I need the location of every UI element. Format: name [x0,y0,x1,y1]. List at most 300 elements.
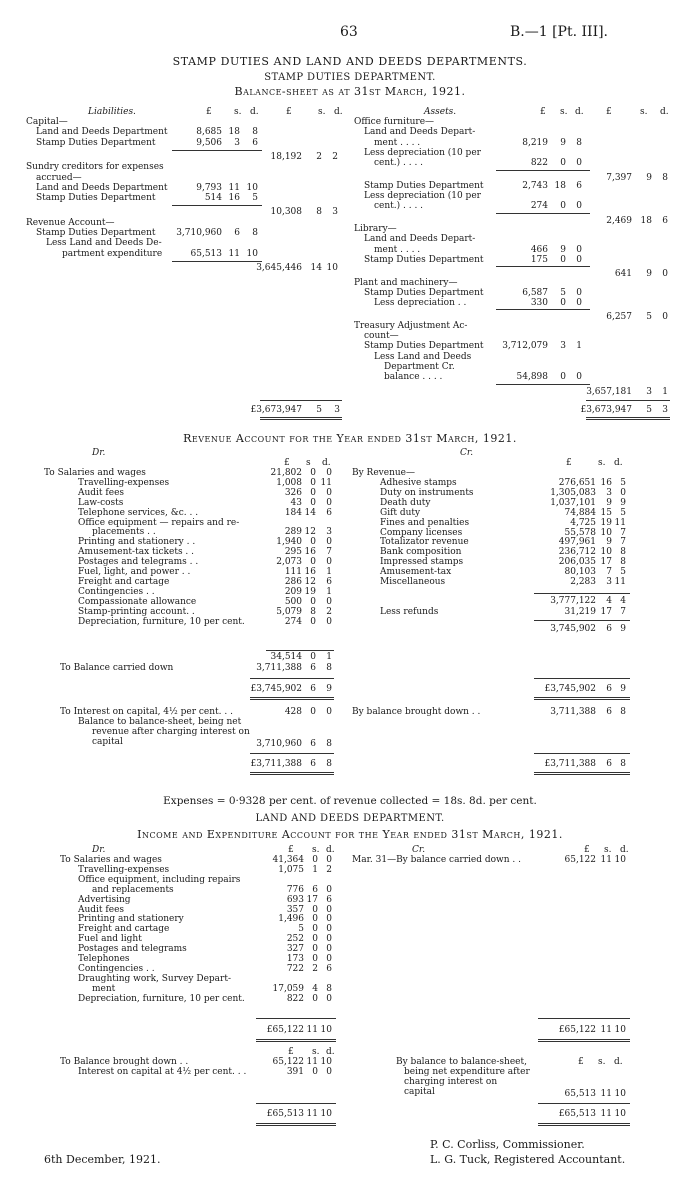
debit-amount-pounds: 693 [286,894,304,905]
asset-label: Less depreciation (10 per [364,147,481,158]
debit-amount-shillings: 0 [310,468,316,478]
debit-item: Printing and stationery [78,914,184,925]
interest-label: To Interest on capital, 4½ per cent. . . [60,707,233,717]
liability-amount-pence: 6 [252,137,258,148]
col-head: d. [614,1057,623,1067]
asset-amount-pounds: 6,587 [522,287,548,298]
credit-amount-shillings: 10 [600,547,612,558]
asset-total-pounds: 3,657,181 [586,386,632,397]
credit-amount-pence: 8 [620,547,626,558]
signature-accountant: L. G. Tuck, Registered Accountant. [430,1153,626,1166]
debit-item: placements . . [92,527,156,538]
asset-total-shillings: 5 [646,312,652,323]
debit-item: To Salaries and wages [44,468,146,478]
credit2-amount-pounds: 3,711,388 [550,707,596,717]
asset-amount-pounds: 3,712,079 [502,341,548,352]
debit-amount-pence: 0 [326,934,332,945]
debit-amount-pounds: 500 [284,596,302,607]
credit-item: Totalizator revenue [380,537,469,548]
liability-amount-shillings: 11 [228,182,240,193]
liability-amount-shillings: 3 [234,137,240,148]
credit-item: Duty on instruments [380,487,474,498]
liability-total-shillings: 14 [310,262,322,273]
asset-total-shillings: 9 [646,172,652,183]
double-rule [538,1123,630,1126]
col-head: d. [322,458,331,468]
debit-amount-pounds: 41,364 [272,855,304,865]
debit-amount-pounds: 289 [284,527,302,538]
col-head: s. [234,107,242,117]
col-head: £ [206,107,212,117]
liability-label: Stamp Duties Department [36,228,156,238]
debit2-total-pounds: £65,513 [266,1109,304,1119]
debit-amount-shillings: 0 [310,596,316,607]
liability-total-shillings: 2 [316,151,322,162]
debit-item: Compassionate allowance [78,596,197,607]
debit-item: Freight and cartage [78,576,170,587]
credit-amount-shillings: 11 [600,855,612,865]
credit-amount-pounds: 80,103 [564,567,596,578]
debit-balance-label: To Balance carried down [60,663,174,673]
credit2-total-pounds: £65,513 [558,1109,596,1119]
debit-amount-pounds: 722 [286,963,304,974]
liability-amount-pence: 5 [252,193,258,204]
credit-amount-pence: 11 [614,577,626,587]
asset-total-pounds: 641 [614,269,632,280]
credit-item: Bank composition [380,547,462,558]
debit-amount-shillings: 19 [304,586,316,597]
credit-item: Fines and penalties [380,517,470,528]
debit-amount-pounds: 252 [286,934,304,945]
col-head: s. [312,1047,320,1057]
credit-amount-shillings: 17 [600,557,612,568]
credit2-amount-shillings: 6 [606,707,612,717]
debit-amount-pounds: 274 [284,616,302,627]
asset-amount-shillings: 0 [560,201,566,212]
asset-amount-shillings: 0 [560,158,566,169]
credit-amount-shillings: 9 [606,497,612,508]
debit-amount-shillings: 0 [312,993,318,1004]
liability-amount-pounds: 514 [204,193,222,204]
debit-amount-pounds: 111 [284,567,302,577]
col-head: d. [326,1047,335,1057]
debit-amount-pence: 6 [326,963,332,974]
credit-amount-pounds: 74,884 [564,507,596,518]
credit2-label: being net expenditure after [404,1067,530,1077]
debit-amount-pence: 0 [326,537,332,548]
interest-amount-pence: 0 [326,707,332,717]
asset-label: Less depreciation (10 per [364,191,481,202]
asset-amount-pence: 0 [576,287,582,298]
liability-total-pence: 3 [332,207,338,218]
asset-label: balance . . . . [384,372,443,383]
credit-amount-pounds: 4,725 [570,517,596,528]
asset-total-pence: 6 [662,215,668,226]
credit-refunds-label: Less refunds [380,607,439,617]
asset-amount-pence: 0 [576,201,582,212]
liability-amount-pounds: 8,685 [196,127,222,138]
credit-amount-pounds: 206,035 [558,557,596,568]
asset-label: ment . . . . [374,137,421,148]
debit-item: Fuel, light, and power . . [78,567,191,577]
asset-total-pounds: 6,257 [606,312,632,323]
debit-amount-pounds: 5 [298,924,304,935]
debit-amount-shillings: 0 [312,914,318,925]
asset-total-shillings: 9 [646,269,652,280]
balance-amount-pounds: 3,710,960 [256,739,302,749]
credit-total-pounds: £65,122 [558,1025,596,1035]
debit-total-shillings: 6 [310,684,316,694]
debit-amount-shillings: 0 [312,934,318,945]
debit-item: Fuel and light [78,934,142,945]
col-head: £ [286,107,292,117]
asset-total-pence: 0 [662,312,668,323]
col-head: s. [640,107,648,117]
asset-amount-shillings: 9 [560,244,566,255]
debit2-total-shillings: 6 [310,759,316,769]
asset-amount-shillings: 9 [560,137,566,148]
balance-sheet-title: Balance-sheet as at 31st March, 1921. [234,85,466,98]
credit-amount-pounds: 1,037,101 [550,497,596,508]
debit-amount-pence: 6 [326,507,332,518]
balance-label: capital [92,737,123,747]
debit2-total-shillings: 11 [306,1109,318,1119]
debit-total-pounds: £3,745,902 [250,684,302,694]
debit2-amount-pence: 10 [320,1057,332,1067]
asset-total-pounds: 7,397 [606,172,632,183]
debit-amount-shillings: 0 [310,537,316,548]
credit-amount-pounds: 1,305,083 [550,487,596,498]
col-head: s. [604,845,612,855]
debit-amount-pounds: 21,802 [270,468,302,478]
debit-item: Draughting work, Survey Depart- [78,973,231,984]
debit-item: Office equipment — repairs and re- [78,517,240,528]
debit-amount-pence: 0 [326,944,332,955]
credit-amount-shillings: 10 [600,527,612,538]
debit-amount-pence: 2 [326,606,332,617]
credit-subtotal-shillings: 4 [606,596,612,606]
asset-label: Treasury Adjustment Ac- [354,320,468,331]
rule [538,1018,630,1019]
debit2-amount-shillings: 0 [312,1066,318,1077]
credit-item: Company licenses [380,527,463,538]
credit-amount-pence: 10 [614,855,626,865]
debit-amount-shillings: 0 [312,954,318,964]
col-head: s. [312,845,320,855]
credit-heading: By Revenue— [352,468,415,478]
credit-total-shillings: 6 [606,684,612,694]
debit-amount-pounds: 1,940 [276,537,302,548]
asset-amount-pounds: 175 [530,254,548,265]
asset-total-pence: 0 [662,269,668,280]
debit-item: Audit fees [78,904,125,915]
col-head: d. [326,845,335,855]
col-head: £ [606,107,612,117]
debit-amount-pounds: 822 [286,993,304,1004]
debit-item: Postages and telegrams [78,944,187,955]
credit2-amount-pence: 8 [620,707,626,717]
balance-label: revenue after charging interest on [92,727,250,737]
signature-commissioner: P. C. Corliss, Commissioner. [430,1138,585,1151]
double-rule [256,1039,336,1042]
debit-item: Telephones [78,954,130,964]
debit-amount-pence: 6 [326,576,332,587]
debit-item: Freight and cartage [78,924,170,935]
debit-amount-shillings: 12 [304,527,316,538]
credit-total-pence: 10 [614,1025,626,1035]
liability-label: Capital— [26,117,68,127]
debit-amount-pence: 0 [326,924,332,935]
col-head: s [306,458,311,468]
debit-amount-pence: 0 [326,596,332,607]
debit-subtotal-pence: 1 [326,652,332,662]
asset-label: cent.) . . . . [374,158,424,169]
credit-amount-pence: 0 [620,487,626,498]
double-rule [538,1039,630,1042]
debit-item: Postages and telegrams . . [78,557,199,568]
debit2-amount-pounds: 391 [286,1066,304,1077]
asset-amount-shillings: 0 [560,254,566,265]
liability-amount-pounds: 9,793 [196,182,222,193]
debit-amount-pence: 11 [320,477,332,488]
debit-item: Audit fees [78,487,125,498]
credit-refunds-pounds: 31,219 [564,607,596,617]
debit-amount-pounds: 776 [286,884,304,895]
credit2-amount-shillings: 11 [600,1089,612,1099]
debit-amount-shillings: 16 [304,547,316,558]
credit-amount-shillings: 15 [600,507,612,518]
debit-item: Law-costs [78,497,124,508]
liability-total-pounds: 10,308 [270,207,302,218]
debit-item: Amusement-tax tickets . . [78,547,195,558]
debit-amount-shillings: 1 [312,864,318,875]
credit-amount-shillings: 9 [606,537,612,548]
debit-amount-shillings: 2 [312,963,318,974]
liability-amount-shillings: 16 [228,193,240,204]
debit-amount-pence: 6 [326,894,332,905]
debit-item: Printing and stationery . . [78,537,196,548]
credit-amount-pence: 7 [620,527,626,538]
liability-total-pence: 10 [326,262,338,273]
revenue-account-title: Revenue Account for the Year ended 31st March, 1921. [183,432,517,445]
credit-net-pence: 9 [620,624,626,634]
credit-net-shillings: 6 [606,624,612,634]
asset-amount-pounds: 8,219 [522,137,548,148]
credit-total-shillings: 11 [600,1025,612,1035]
asset-label: Less Land and Deeds [374,351,472,362]
document-ref: B.—1 [Pt. III]. [510,24,609,40]
double-rule [256,1123,336,1126]
col-head: £ [584,845,590,855]
debit-amount-pounds: 43 [290,497,302,508]
asset-total-pence: 1 [662,386,668,397]
debit-label: Dr. [92,845,106,855]
asset-amount-pence: 0 [576,244,582,255]
asset-grand-total-pounds: £3,673,947 [580,405,632,415]
col-head: s. [318,107,326,117]
liability-amount-pence: 8 [252,228,258,238]
asset-total-pounds: 2,469 [606,215,632,226]
col-head: £ [288,1047,294,1057]
col-head: d. [660,107,669,117]
liability-label: Sundry creditors for expenses [26,162,164,173]
debit-item: Travelling-expenses [78,477,170,488]
debit-amount-pence: 0 [326,468,332,478]
credit-subtotal-pence: 4 [620,596,626,606]
asset-amount-pence: 1 [576,341,582,352]
debit-amount-pence: 7 [326,547,332,558]
liability-amount-shillings: 6 [234,228,240,238]
debit-total-shillings: 11 [306,1025,318,1035]
asset-total-pence: 8 [662,172,668,183]
col-head: d. [614,458,623,468]
liability-amount-pence: 8 [252,127,258,138]
asset-total-shillings: 18 [640,215,652,226]
liability-label: Stamp Duties Department [36,193,156,204]
credit-item: Adhesive stamps [380,478,457,488]
credit-amount-pence: 9 [620,497,626,508]
credit-total-pence: 9 [620,684,626,694]
col-head: d. [575,107,584,117]
credit-item: Amusement-tax [380,567,452,578]
credit-item: Mar. 31—By balance carried down . . [352,855,521,865]
debit-amount-pence: 0 [326,884,332,895]
liability-label: Revenue Account— [26,217,115,228]
rule [256,1018,336,1019]
debit-amount-pence: 0 [326,487,332,498]
debit-item: ment [92,983,116,994]
asset-amount-shillings: 0 [560,372,566,383]
asset-amount-pence: 0 [576,158,582,169]
credit-amount-shillings: 16 [600,478,612,488]
debit-item: Stamp-printing account. . [78,606,195,617]
liability-amount-pounds: 3,710,960 [176,228,222,238]
asset-label: Stamp Duties Department [364,254,484,265]
asset-amount-shillings: 3 [560,341,566,352]
debit-amount-shillings: 17 [306,894,318,905]
liability-grand-total-shillings: 5 [316,405,322,415]
credit-label: Cr. [412,845,426,855]
debit-amount-pounds: 1,008 [276,477,302,488]
col-head: £ [566,458,572,468]
credit-amount-shillings: 7 [606,567,612,578]
asset-amount-pence: 6 [576,180,582,191]
asset-label: count— [364,331,399,341]
debit-subtotal-pounds: 34,514 [270,652,302,662]
liability-amount-pence: 10 [246,248,258,259]
asset-amount-pounds: 466 [530,244,548,255]
credit-amount-pence: 8 [620,557,626,568]
credit-amount-shillings: 3 [606,487,612,498]
liability-amount-pounds: 9,506 [196,137,222,148]
asset-amount-pounds: 822 [530,158,548,169]
asset-label: Land and Deeds Depart- [364,234,476,245]
debit2-amount-pence: 0 [326,1066,332,1077]
liability-label: Land and Deeds Department [36,182,168,193]
asset-total-shillings: 3 [646,386,652,397]
debit-amount-pence: 0 [326,954,332,964]
asset-label: Stamp Duties Department [364,287,484,298]
credit2-total-pounds: £3,711,388 [544,759,596,769]
debit-amount-shillings: 0 [312,855,318,865]
interest-amount-pounds: 428 [284,707,302,717]
debit-amount-shillings: 14 [304,507,316,518]
credit2-label: By balance brought down . . [352,707,481,717]
debit-amount-pence: 0 [326,993,332,1004]
liability-amount-shillings: 18 [228,127,240,138]
credit-amount-pounds: 236,712 [558,547,596,558]
credit-item: Miscellaneous [380,577,446,587]
debit-amount-pence: 1 [326,567,332,577]
credit-amount-pence: 5 [620,478,626,488]
credit2-label: charging interest on [404,1077,498,1087]
asset-grand-total-shillings: 5 [646,405,652,415]
credit2-total-pence: 8 [620,759,626,769]
liability-label: Land and Deeds Department [36,127,168,138]
debit-amount-pounds: 1,496 [278,914,304,925]
asset-label: Office furniture— [354,117,435,127]
asset-amount-pounds: 274 [530,201,548,212]
liability-label: accrued— [36,172,82,183]
debit-amount-shillings: 0 [312,924,318,935]
debit-total-pounds: £65,122 [266,1025,304,1035]
asset-label: Library— [354,224,397,234]
col-head: £ [578,1057,584,1067]
liability-grand-total-pounds: £3,673,947 [250,405,302,415]
debit-amount-pence: 2 [326,864,332,875]
debit-amount-shillings: 0 [310,557,316,568]
asset-amount-pounds: 2,743 [522,180,548,191]
debit-amount-pounds: 326 [284,487,302,498]
debit-amount-shillings: 0 [312,904,318,915]
debit-item: Depreciation, furniture, 10 per cent. [78,993,245,1004]
liability-label: Less Land and Deeds De- [46,238,162,249]
asset-label: ment . . . . [374,244,421,255]
credit2-label: By balance to balance-sheet, [396,1057,527,1067]
debit-amount-pence: 0 [326,557,332,568]
credit-amount-pounds: 497,961 [558,537,596,548]
credit2-amount-pounds: 65,513 [564,1089,596,1099]
main-title: STAMP DUTIES AND LAND AND DEEDS DEPARTMENTS. [172,55,528,68]
land-deeds-account-title: Income and Expenditure Account for the Year ended 31st March, 1921. [137,828,563,841]
credit-amount-pence: 5 [620,507,626,518]
debit-total-pence: 9 [326,684,332,694]
asset-label: Land and Deeds Depart- [364,127,476,138]
page-number: 63 [340,24,358,40]
col-head: £ [284,458,290,468]
debit-amount-pounds: 17,059 [272,983,304,994]
col-head: £ [540,107,546,117]
debit-label: Dr. [92,448,106,458]
debit-amount-shillings: 8 [310,606,316,617]
credit-amount-pence: 7 [620,537,626,548]
asset-label: Plant and machinery— [354,277,458,288]
debit-amount-shillings: 0 [310,477,316,488]
credit-amount-pounds: 2,283 [570,577,596,587]
debit-amount-shillings: 0 [310,487,316,498]
debit-item: To Salaries and wages [60,855,162,865]
debit-balance-shillings: 6 [310,663,316,673]
asset-amount-shillings: 18 [554,180,566,191]
debit-amount-pence: 0 [326,904,332,915]
debit2-total-pence: 10 [320,1109,332,1119]
credit-amount-shillings: 3 [606,577,612,587]
debit-amount-pounds: 5,079 [276,606,302,617]
col-head: d. [620,845,629,855]
debit-amount-pounds: 295 [284,547,302,558]
debit2-item: To Balance brought down . . [60,1057,189,1067]
asset-grand-total-pence: 3 [662,405,668,415]
